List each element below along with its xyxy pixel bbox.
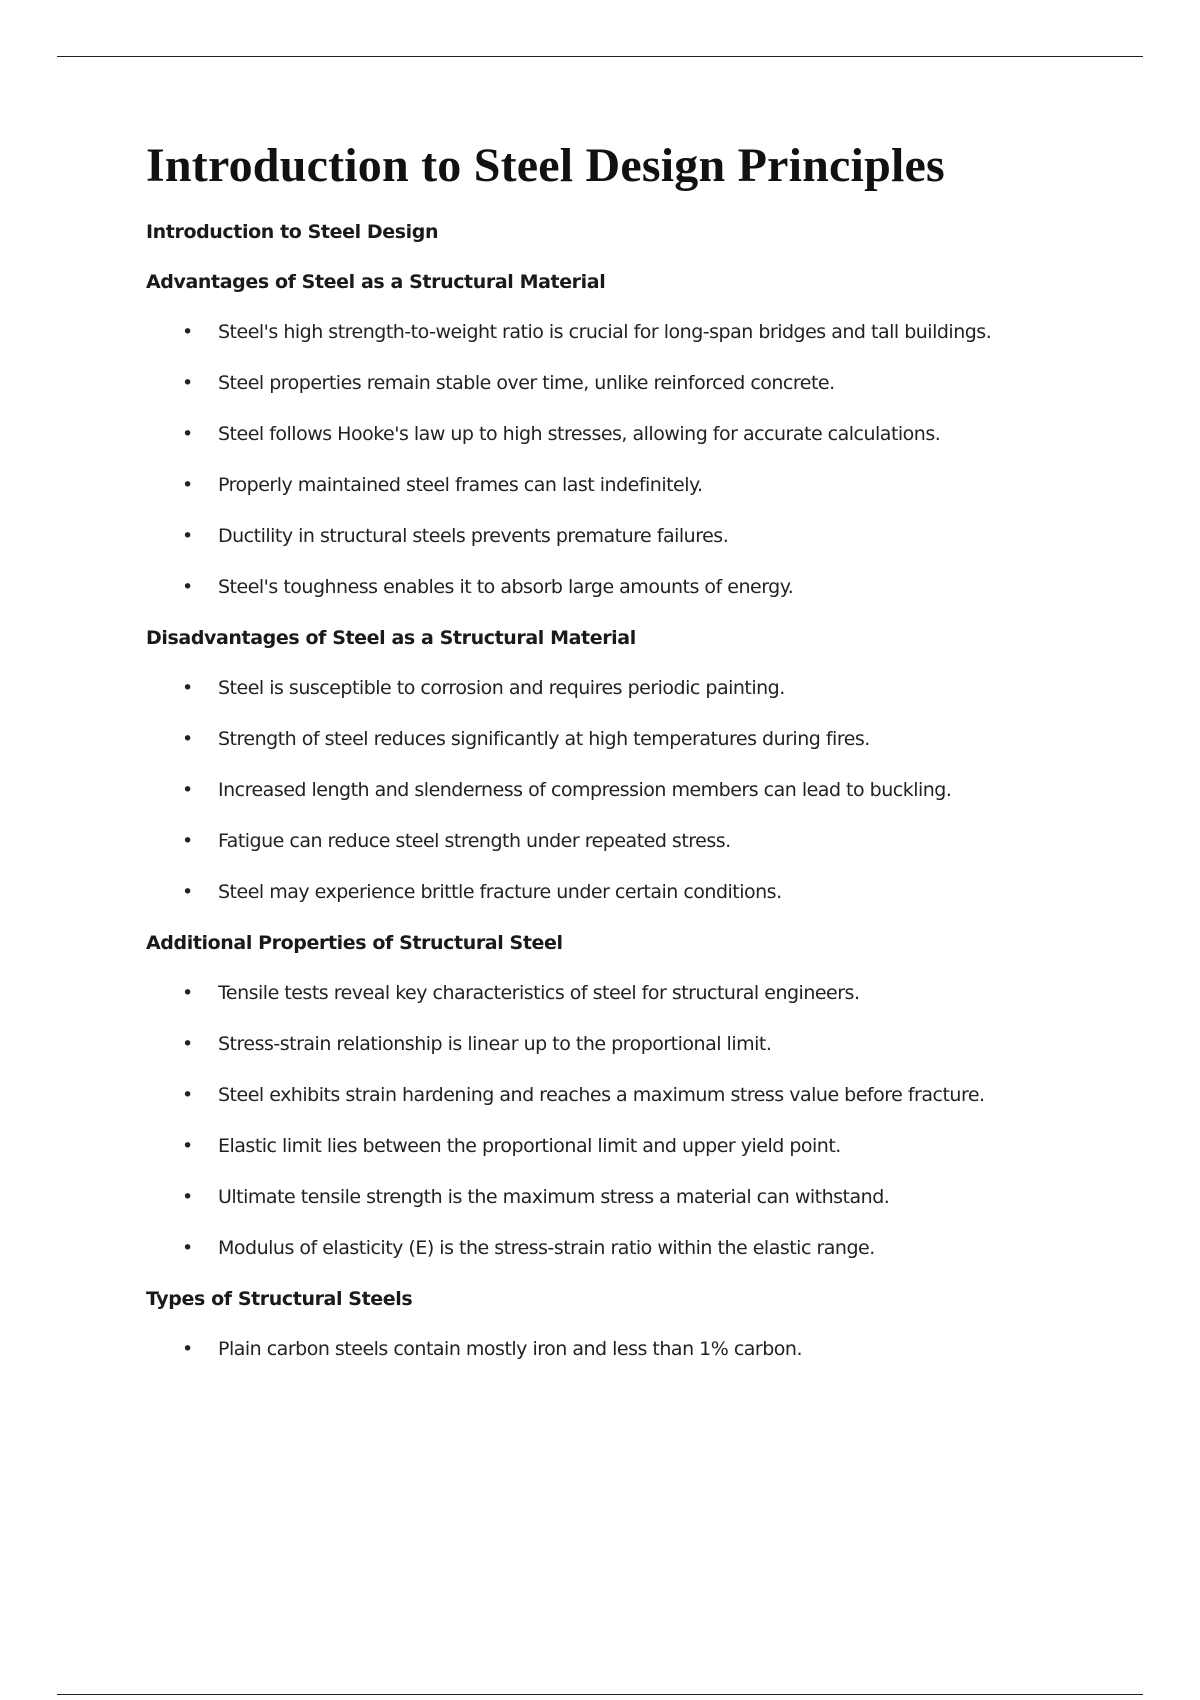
section-heading-advantages: Advantages of Steel as a Structural Material	[146, 270, 606, 293]
bullet-icon: •	[182, 1083, 193, 1106]
bullet-icon: •	[182, 676, 193, 699]
list-item: • Steel's high strength-to-weight ratio is crucial for long-span bridges and tall buildings.	[182, 320, 992, 343]
intro-heading: Introduction to Steel Design	[146, 220, 439, 243]
list-item: • Elastic limit lies between the proportional limit and upper yield point.	[182, 1134, 841, 1157]
list-item: • Steel follows Hooke's law up to high stresses, allowing for accurate calculations.	[182, 422, 941, 445]
section-heading-disadvantages: Disadvantages of Steel as a Structural Material	[146, 626, 636, 649]
bullet-icon: •	[182, 1337, 193, 1360]
list-item: • Stress-strain relationship is linear up to the proportional limit.	[182, 1032, 772, 1055]
list-item: • Tensile tests reveal key characteristics of steel for structural engineers.	[182, 981, 860, 1004]
list-item: • Steel properties remain stable over time, unlike reinforced concrete.	[182, 371, 835, 394]
bullet-icon: •	[182, 1134, 193, 1157]
bullet-icon: •	[182, 1236, 193, 1259]
properties-list	[146, 981, 1106, 1260]
section-heading-types: Types of Structural Steels	[146, 1287, 413, 1310]
bullet-icon: •	[182, 320, 193, 343]
advantages-list	[146, 320, 1106, 599]
list-item: • Steel is susceptible to corrosion and requires periodic painting.	[182, 676, 785, 699]
types-list	[146, 1337, 1106, 1361]
list-item: • Properly maintained steel frames can last indefinitely.	[182, 473, 703, 496]
bullet-icon: •	[182, 981, 193, 1004]
bullet-icon: •	[182, 880, 193, 903]
bullet-icon: •	[182, 778, 193, 801]
document-body	[146, 140, 1106, 1388]
list-item: • Steel's toughness enables it to absorb large amounts of energy.	[182, 575, 794, 598]
list-item: • Steel exhibits strain hardening and reaches a maximum stress value before fracture.	[182, 1083, 985, 1106]
bullet-icon: •	[182, 1185, 193, 1208]
bullet-icon: •	[182, 829, 193, 852]
list-item: • Modulus of elasticity (E) is the stress-strain ratio within the elastic range.	[182, 1236, 875, 1259]
header-rule	[57, 56, 1143, 57]
list-item: • Ductility in structural steels prevents premature failures.	[182, 524, 729, 547]
disadvantages-list	[146, 676, 1106, 904]
bullet-icon: •	[182, 422, 193, 445]
footer-rule	[57, 1694, 1143, 1695]
list-item: • Strength of steel reduces significantly at high temperatures during fires.	[182, 727, 870, 750]
document-title: Introduction to Steel Design Principles	[146, 139, 945, 192]
list-item: • Fatigue can reduce steel strength under repeated stress.	[182, 829, 731, 852]
section-heading-properties: Additional Properties of Structural Steel	[146, 931, 563, 954]
list-item: • Steel may experience brittle fracture under certain conditions.	[182, 880, 782, 903]
list-item: • Ultimate tensile strength is the maximum stress a material can withstand.	[182, 1185, 890, 1208]
bullet-icon: •	[182, 1032, 193, 1055]
bullet-icon: •	[182, 727, 193, 750]
list-item: • Plain carbon steels contain mostly iron and less than 1% carbon.	[182, 1337, 802, 1360]
bullet-icon: •	[182, 473, 193, 496]
bullet-icon: •	[182, 575, 193, 598]
bullet-icon: •	[182, 524, 193, 547]
list-item: • Increased length and slenderness of compression members can lead to buckling.	[182, 778, 952, 801]
bullet-icon: •	[182, 371, 193, 394]
